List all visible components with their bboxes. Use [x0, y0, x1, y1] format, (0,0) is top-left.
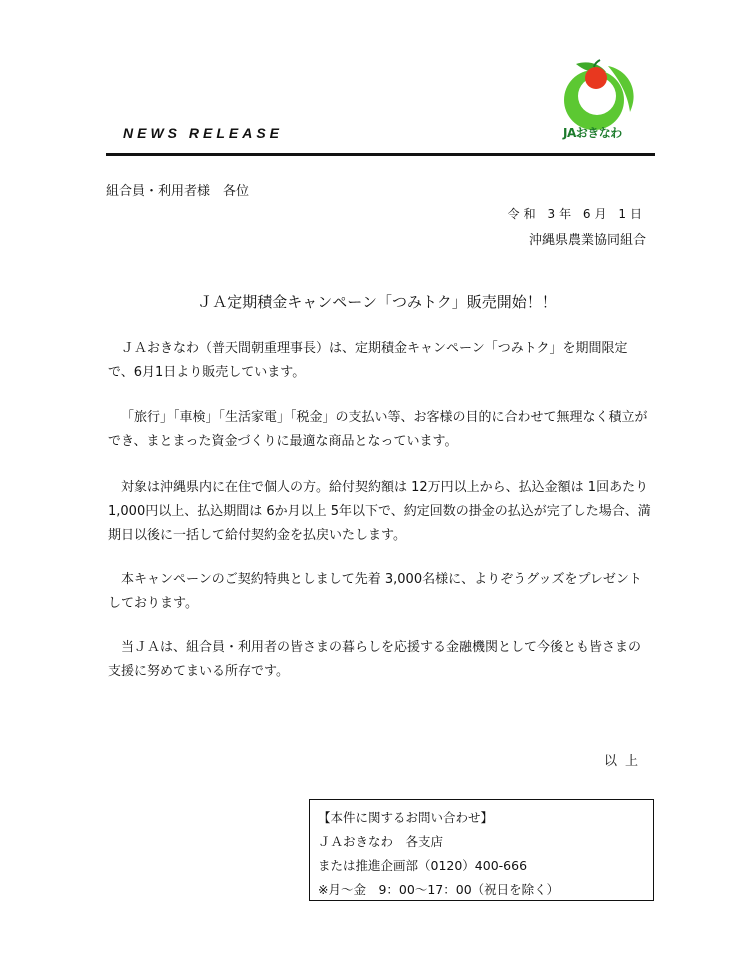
body-paragraph-5	[108, 636, 653, 684]
paragraph-text: 当ＪＡは、組合員・利用者の皆さまの暮らしを応援する金融機関として今後とも皆さまの支援に努めてまいる所存です。	[108, 640, 642, 679]
paragraph-text: 本キャンペーンのご契約特典としまして先着 3,000名様に、よりぞうグッズをプレゼントしております。	[108, 572, 642, 611]
paragraph-text: 対象は沖縄県内に在住で個人の方。給付契約額は 12万円以上から、払込金額は 1回あたり 1,000円以上、払込期間は 6か月以上 5年以下で、約定回数の掛金の払込が完了した場合、満期日以後に一括して給付契約金を払戻いたします。	[108, 480, 651, 543]
body-paragraph-1	[108, 337, 653, 385]
body-paragraph-4	[108, 568, 653, 616]
contact-line-phone: または推進企画部（0120）400-666	[318, 858, 528, 873]
closing-mark: 以上	[603, 754, 646, 769]
organization-name: 沖縄県農業協同組合	[528, 233, 646, 248]
news-release-label: NEWS RELEASE	[123, 125, 284, 141]
contact-line-branches: ＪＡおきなわ 各支店	[318, 834, 444, 849]
contact-heading: 【本件に関するお問い合わせ】	[318, 810, 494, 825]
contact-box	[309, 799, 654, 901]
paragraph-text: 「旅行」「車検」「生活家電」「税金」の支払い等、お客様の目的に合わせて無理なく積立ができ、まとまった資金づくりに最適な商品となっています。	[108, 410, 648, 449]
body-paragraph-3	[108, 476, 653, 548]
contact-line-hours: ※月～金 9：00～17：00（祝日を除く）	[318, 882, 560, 897]
issue-date: 令和 3年 6月 1日	[507, 207, 646, 221]
header-rule	[106, 153, 655, 156]
logo-text: JAおきなわ	[563, 126, 622, 140]
paragraph-text: ＪＡおきなわ（普天間朝重理事長）は、定期積金キャンペーン「つみトク」を期間限定で、6月1日より販売しています。	[108, 341, 628, 380]
document-title: ＪＡ定期積金キャンペーン「つみトク」販売開始！！	[197, 293, 557, 311]
recipient-line: 組合員・利用者様 各位	[106, 184, 250, 199]
body-paragraph-2	[108, 406, 653, 454]
